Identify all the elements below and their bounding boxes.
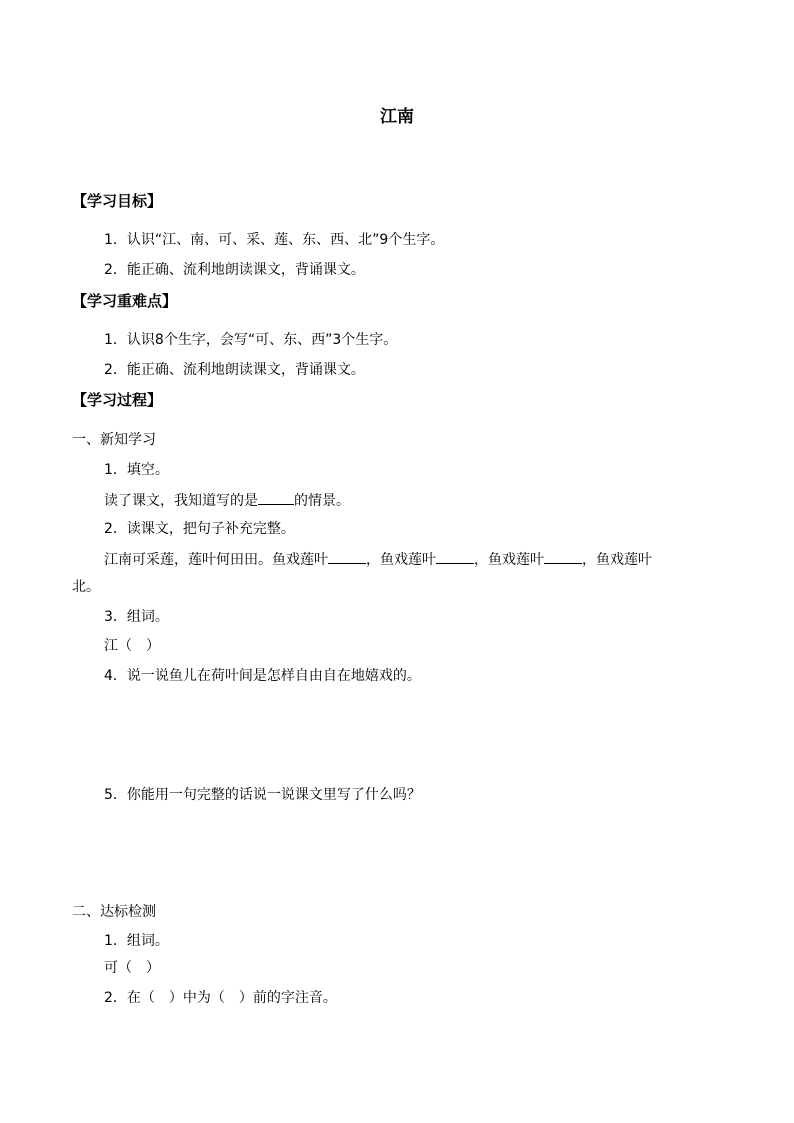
part1-q1: 1．填空。 [104, 462, 169, 478]
difficulty-item-2: 2．能正确、流利地朗读课文，背诵课文。 [104, 362, 365, 378]
q2-text-d: ，鱼戏莲叶 [582, 552, 652, 568]
difficulty-item-1: 1．认识8个生字，会写“可、东、西”3个生字。 [104, 332, 398, 348]
part2-q1-item: 可（ ） [104, 960, 160, 976]
q1-text-a: 读了课文，我知道写的是 [104, 493, 258, 509]
goal-item-2: 2．能正确、流利地朗读课文，背诵课文。 [104, 262, 365, 278]
goal-item-1: 1．认识“江、南、可、采、莲、东、西、北”9个生字。 [104, 232, 445, 248]
q2-text-a: 江南可采莲，莲叶何田田。鱼戏莲叶 [104, 552, 328, 568]
answer-blank[interactable] [328, 549, 366, 564]
part2-heading: 二、达标检测 [72, 904, 156, 920]
page-title: 江南 [380, 107, 414, 127]
part2-q1: 1．组词。 [104, 933, 169, 949]
q2-text-b: ，鱼戏莲叶 [366, 552, 436, 568]
answer-blank[interactable] [436, 549, 474, 564]
answer-blank[interactable] [258, 490, 294, 505]
section-heading-difficulties: 【学习重难点】 [72, 292, 178, 310]
answer-blank[interactable] [544, 549, 582, 564]
section-heading-process: 【学习过程】 [72, 391, 163, 409]
part1-q3: 3．组词。 [104, 609, 169, 625]
part1-q3-item: 江（ ） [104, 638, 160, 654]
part1-q4: 4．说一说鱼儿在荷叶间是怎样自由自在地嬉戏的。 [104, 668, 421, 684]
q1-text-b: 的情景。 [294, 493, 350, 509]
part1-heading: 一、新知学习 [72, 432, 156, 448]
part1-q1-fill-line [104, 490, 350, 511]
q2-text-c: ，鱼戏莲叶 [474, 552, 544, 568]
section-heading-goals: 【学习目标】 [72, 192, 163, 210]
part1-q2: 2．读课文，把句子补充完整。 [104, 521, 295, 537]
part2-q2: 2．在（ ）中为（ ）前的字注音。 [104, 990, 337, 1006]
part1-q5: 5．你能用一句完整的话说一说课文里写了什么吗？ [104, 787, 421, 803]
part1-q2-sentence [104, 549, 652, 570]
part1-q2-continuation: 北。 [72, 579, 100, 595]
